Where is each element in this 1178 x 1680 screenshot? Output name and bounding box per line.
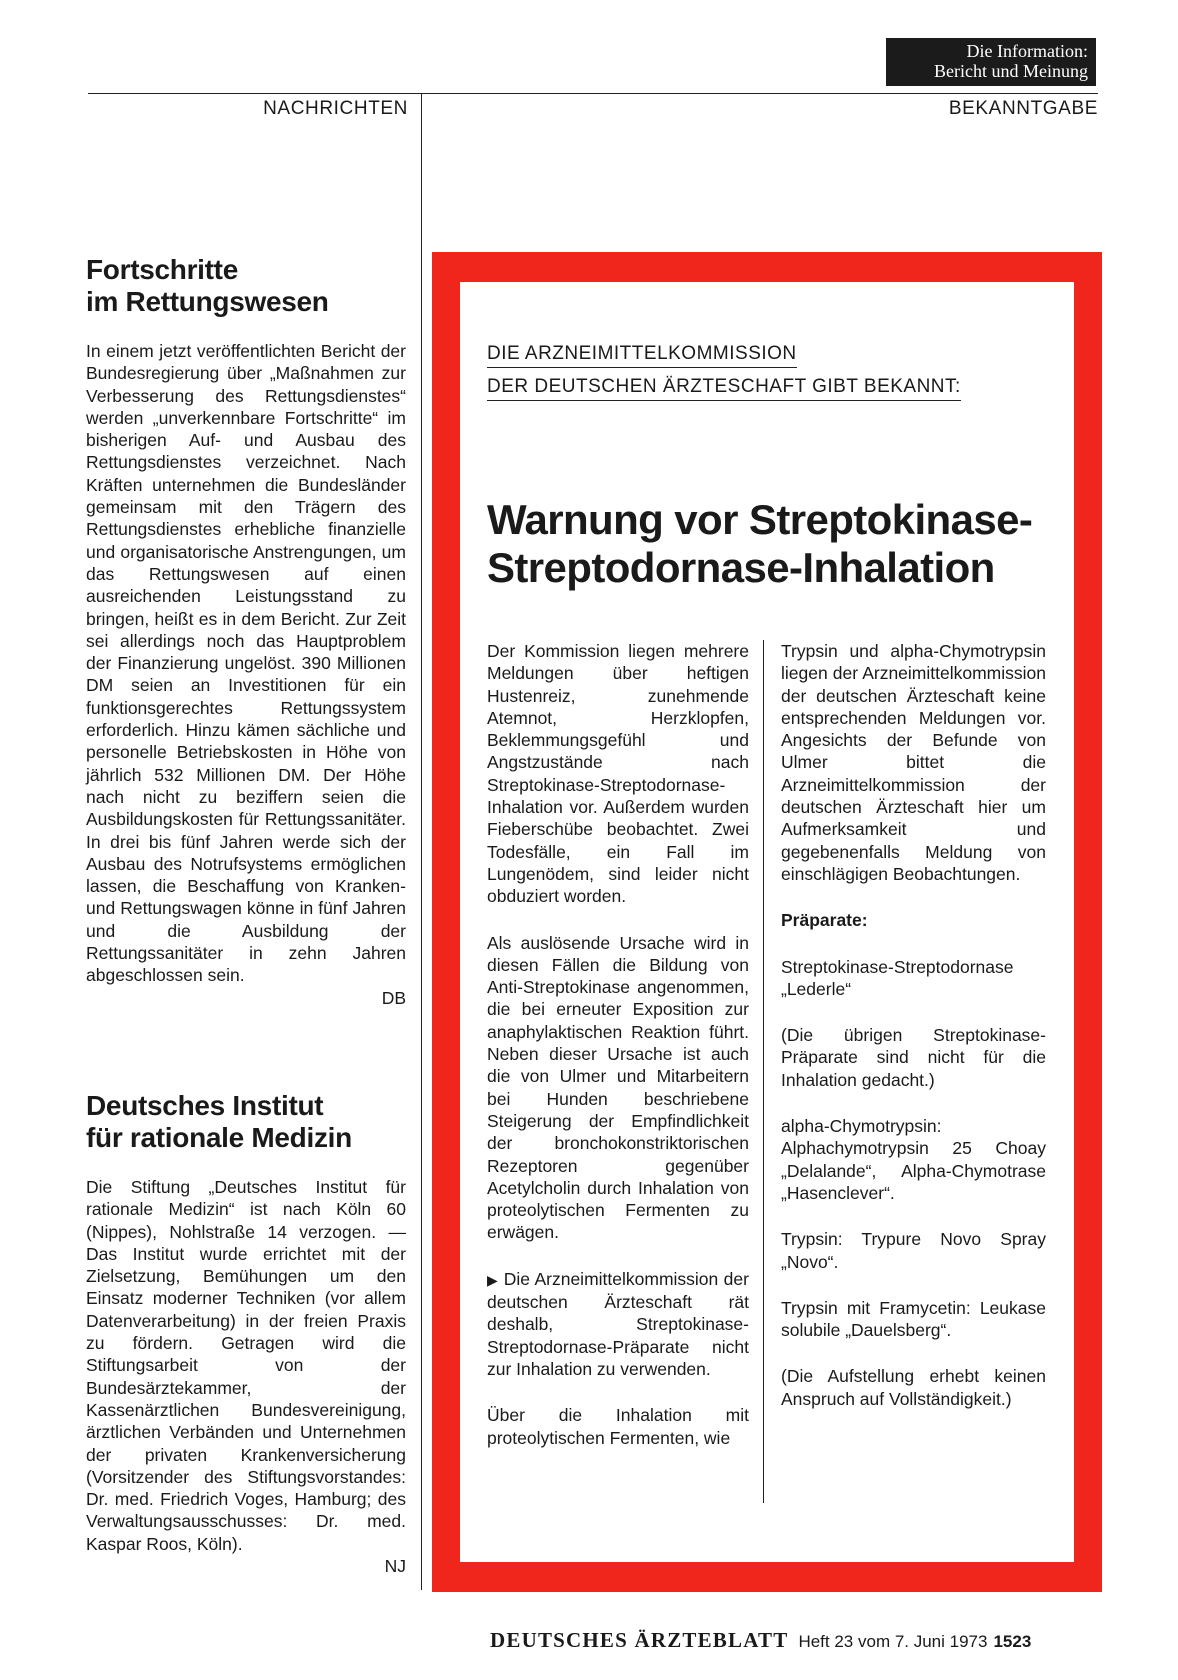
announcement-column-1 bbox=[487, 640, 749, 1473]
announcement-col2-paragraph2: Streptokinase-Streptodornase „Lederle“ bbox=[781, 956, 1014, 999]
header-rule bbox=[88, 93, 1098, 94]
announcement-kicker bbox=[487, 338, 1007, 404]
article2-signature: NJ bbox=[384, 1556, 406, 1577]
article2-headline bbox=[86, 1090, 416, 1154]
announcement-column-2 bbox=[781, 640, 1046, 1434]
article1-body-block bbox=[86, 340, 406, 1009]
announcement-col1-paragraph3-text: Die Arzneimittelkommission der deutschen Ärzteschaft rät deshalb, Streptokinase-Streptodornase-Präparate nicht zur Inhalation zu verwenden. bbox=[487, 1268, 749, 1379]
announcement-column-divider bbox=[763, 640, 764, 1503]
triangle-bullet-icon: ▶ bbox=[487, 1271, 499, 1288]
announcement-col2-paragraph7: (Die Aufstellung erhebt keinen Anspruch auf Vollständigkeit.) bbox=[781, 1366, 1046, 1409]
article2-headline-line1: Deutsches Institut bbox=[86, 1090, 324, 1121]
announcement-headline-line1: Warnung vor Streptokinase- bbox=[487, 496, 1033, 543]
footer-masthead: DEUTSCHES ÄRZTEBLATT bbox=[490, 1628, 789, 1652]
section-label-left: NACHRICHTEN bbox=[263, 98, 408, 119]
announcement-col2-paragraph6: Trypsin mit Framycetin: Leukase solubile „Dauelsberg“. bbox=[781, 1297, 1046, 1341]
footer-issue: Heft 23 vom 7. Juni 1973 bbox=[798, 1632, 988, 1651]
article1-headline bbox=[86, 254, 416, 318]
article1-body: In einem jetzt veröffentlichten Bericht der Bundesregierung über „Maßnahmen zur Verbesserung des Rettungsdienstes“ werden „unverkennbare Fortschritte“ im bisherigen Auf- und Ausbau des Rettungsdienstes verzeichnet. Nach Kräften unternehmen die Bundesländer gemeinsam mit den Trägern des Rettungsdienstes erhebliche finanzielle und organisatorische Anstrengungen, um das Rettungswesen auf einen ausreichenden Leistungsstand zu bringen, heißt es in dem Bericht. Zur Zeit sei allerdings noch das Hauptproblem der Finanzierung ungelöst. 390 Millionen DM seien an Investitionen für ein funktionsgerechtes Rettungssystem erforderlich. Hinzu kämen sächliche und personelle Betriebskosten in Höhe von jährlich 532 Millionen DM. Der Höhe nach nicht zu beziffern seien die Ausbildungskosten für Rettungssanitäter. In drei bis fünf Jahren werde sich der Ausbau des Notrufsystems ermöglichen lassen, die Beschaffung von Kranken- und Rettungswagen könne in fünf Jahren und die Ausbildung der Rettungssanitäter in zehn Jahren abgeschlossen sein. bbox=[86, 341, 406, 986]
footer-page-number: 1523 bbox=[993, 1632, 1032, 1651]
column-divider bbox=[421, 93, 422, 1590]
article2-body-block bbox=[86, 1176, 406, 1577]
announcement-col1-paragraph2: Als auslösende Ursache wird in diesen Fällen die Bildung von Anti-Streptokinase angenommen, die bei erneuter Exposition zur anaphylaktischen Reaktion führt. Neben dieser Ursache ist auch die von Ulmer und Mitarbeitern bei Hunden beschriebene Steigerung der Empfindlichkeit der bronchokonstriktorischen Rezeptoren gegenüber Acetylcholin durch Inhalation von proteolytischen Fermenten zu erwägen. bbox=[487, 932, 749, 1243]
announcement-col2-paragraph1: Trypsin und alpha-Chymotrypsin liegen der Arzneimittelkommission der deutschen Ärzteschaft keine entsprechenden Meldungen vor. Angesichts der Befunde von Ulmer bittet die Arzneimittelkommission der deutschen Ärzteschaft hier um Aufmerksamkeit und gegebenenfalls Meldung von einschlägigen Beobachtungen. bbox=[781, 641, 1046, 884]
announcement-kicker-line2: DER DEUTSCHEN ÄRZTESCHAFT GIBT BEKANNT: bbox=[487, 373, 961, 401]
announcement-col1-paragraph3 bbox=[487, 1268, 749, 1380]
announcement-col1-paragraph4: Über die Inhalation mit proteolytischen Fermenten, wie bbox=[487, 1405, 749, 1448]
announcement-col2-paragraph4: alpha-Chymotrypsin: Alphachymotrypsin 25 Choay „Delalande“, Alpha-Chymotrase „Hasenclever“. bbox=[781, 1116, 1046, 1203]
badge-line-1: Die Information: bbox=[966, 41, 1088, 61]
announcement-kicker-line1: DIE ARZNEIMITTELKOMMISSION bbox=[487, 340, 797, 368]
page-footer bbox=[490, 1628, 1098, 1658]
badge-line-2: Bericht und Meinung bbox=[934, 61, 1088, 81]
article2-headline-line2: für rationale Medizin bbox=[86, 1122, 352, 1153]
article1-headline-line2: im Rettungswesen bbox=[86, 286, 329, 317]
article2-body: Die Stiftung „Deutsches Institut für rationale Medizin“ ist nach Köln 60 (Nippes), Nohlstraße 14 verzogen. — Das Institut wurde errichtet mit der Zielsetzung, Bemühungen um den Einsatz moderner Techniken (vor allem Datenverarbeitung) in der freien Praxis zu fördern. Getragen wird die Stiftungsarbeit von der Bundesärztekammer, der Kassenärztlichen Bundesvereinigung, ärztlichen Verbänden und Unternehmen der privaten Krankenversicherung (Vorsitzender des Stiftungsvorstandes: Dr. med. Friedrich Voges, Hamburg; des Verwaltungsausschusses: Dr. med. Kaspar Roos, Köln). bbox=[86, 1177, 406, 1554]
announcement-col2-paragraph5: Trypsin: Trypure Novo Spray „Novo“. bbox=[781, 1229, 1046, 1272]
preparations-label: Präparate: bbox=[781, 910, 868, 931]
announcement-headline-line2: Streptodornase-Inhalation bbox=[487, 544, 995, 591]
article1-signature: DB bbox=[381, 987, 406, 1008]
announcement-headline bbox=[487, 496, 1067, 592]
announcement-col2-paragraph3: (Die übrigen Streptokinase-Präparate sind nicht für die Inhalation gedacht.) bbox=[781, 1025, 1046, 1090]
header-badge bbox=[886, 38, 1096, 86]
announcement-col1-paragraph1: Der Kommission liegen mehrere Meldungen über heftigen Hustenreiz, zunehmende Atemnot, Herzklopfen, Beklemmungsgefühl und Angstzustände nach Streptokinase-Streptodornase-Inhalation vor. Außerdem wurden Fieberschübe beobachtet. Zwei Todesfälle, ein Fall im Lungenödem, sind leider nicht obduziert worden. bbox=[487, 641, 749, 907]
article1-headline-line1: Fortschritte bbox=[86, 254, 238, 285]
section-label-right: BEKANNTGABE bbox=[948, 98, 1098, 119]
